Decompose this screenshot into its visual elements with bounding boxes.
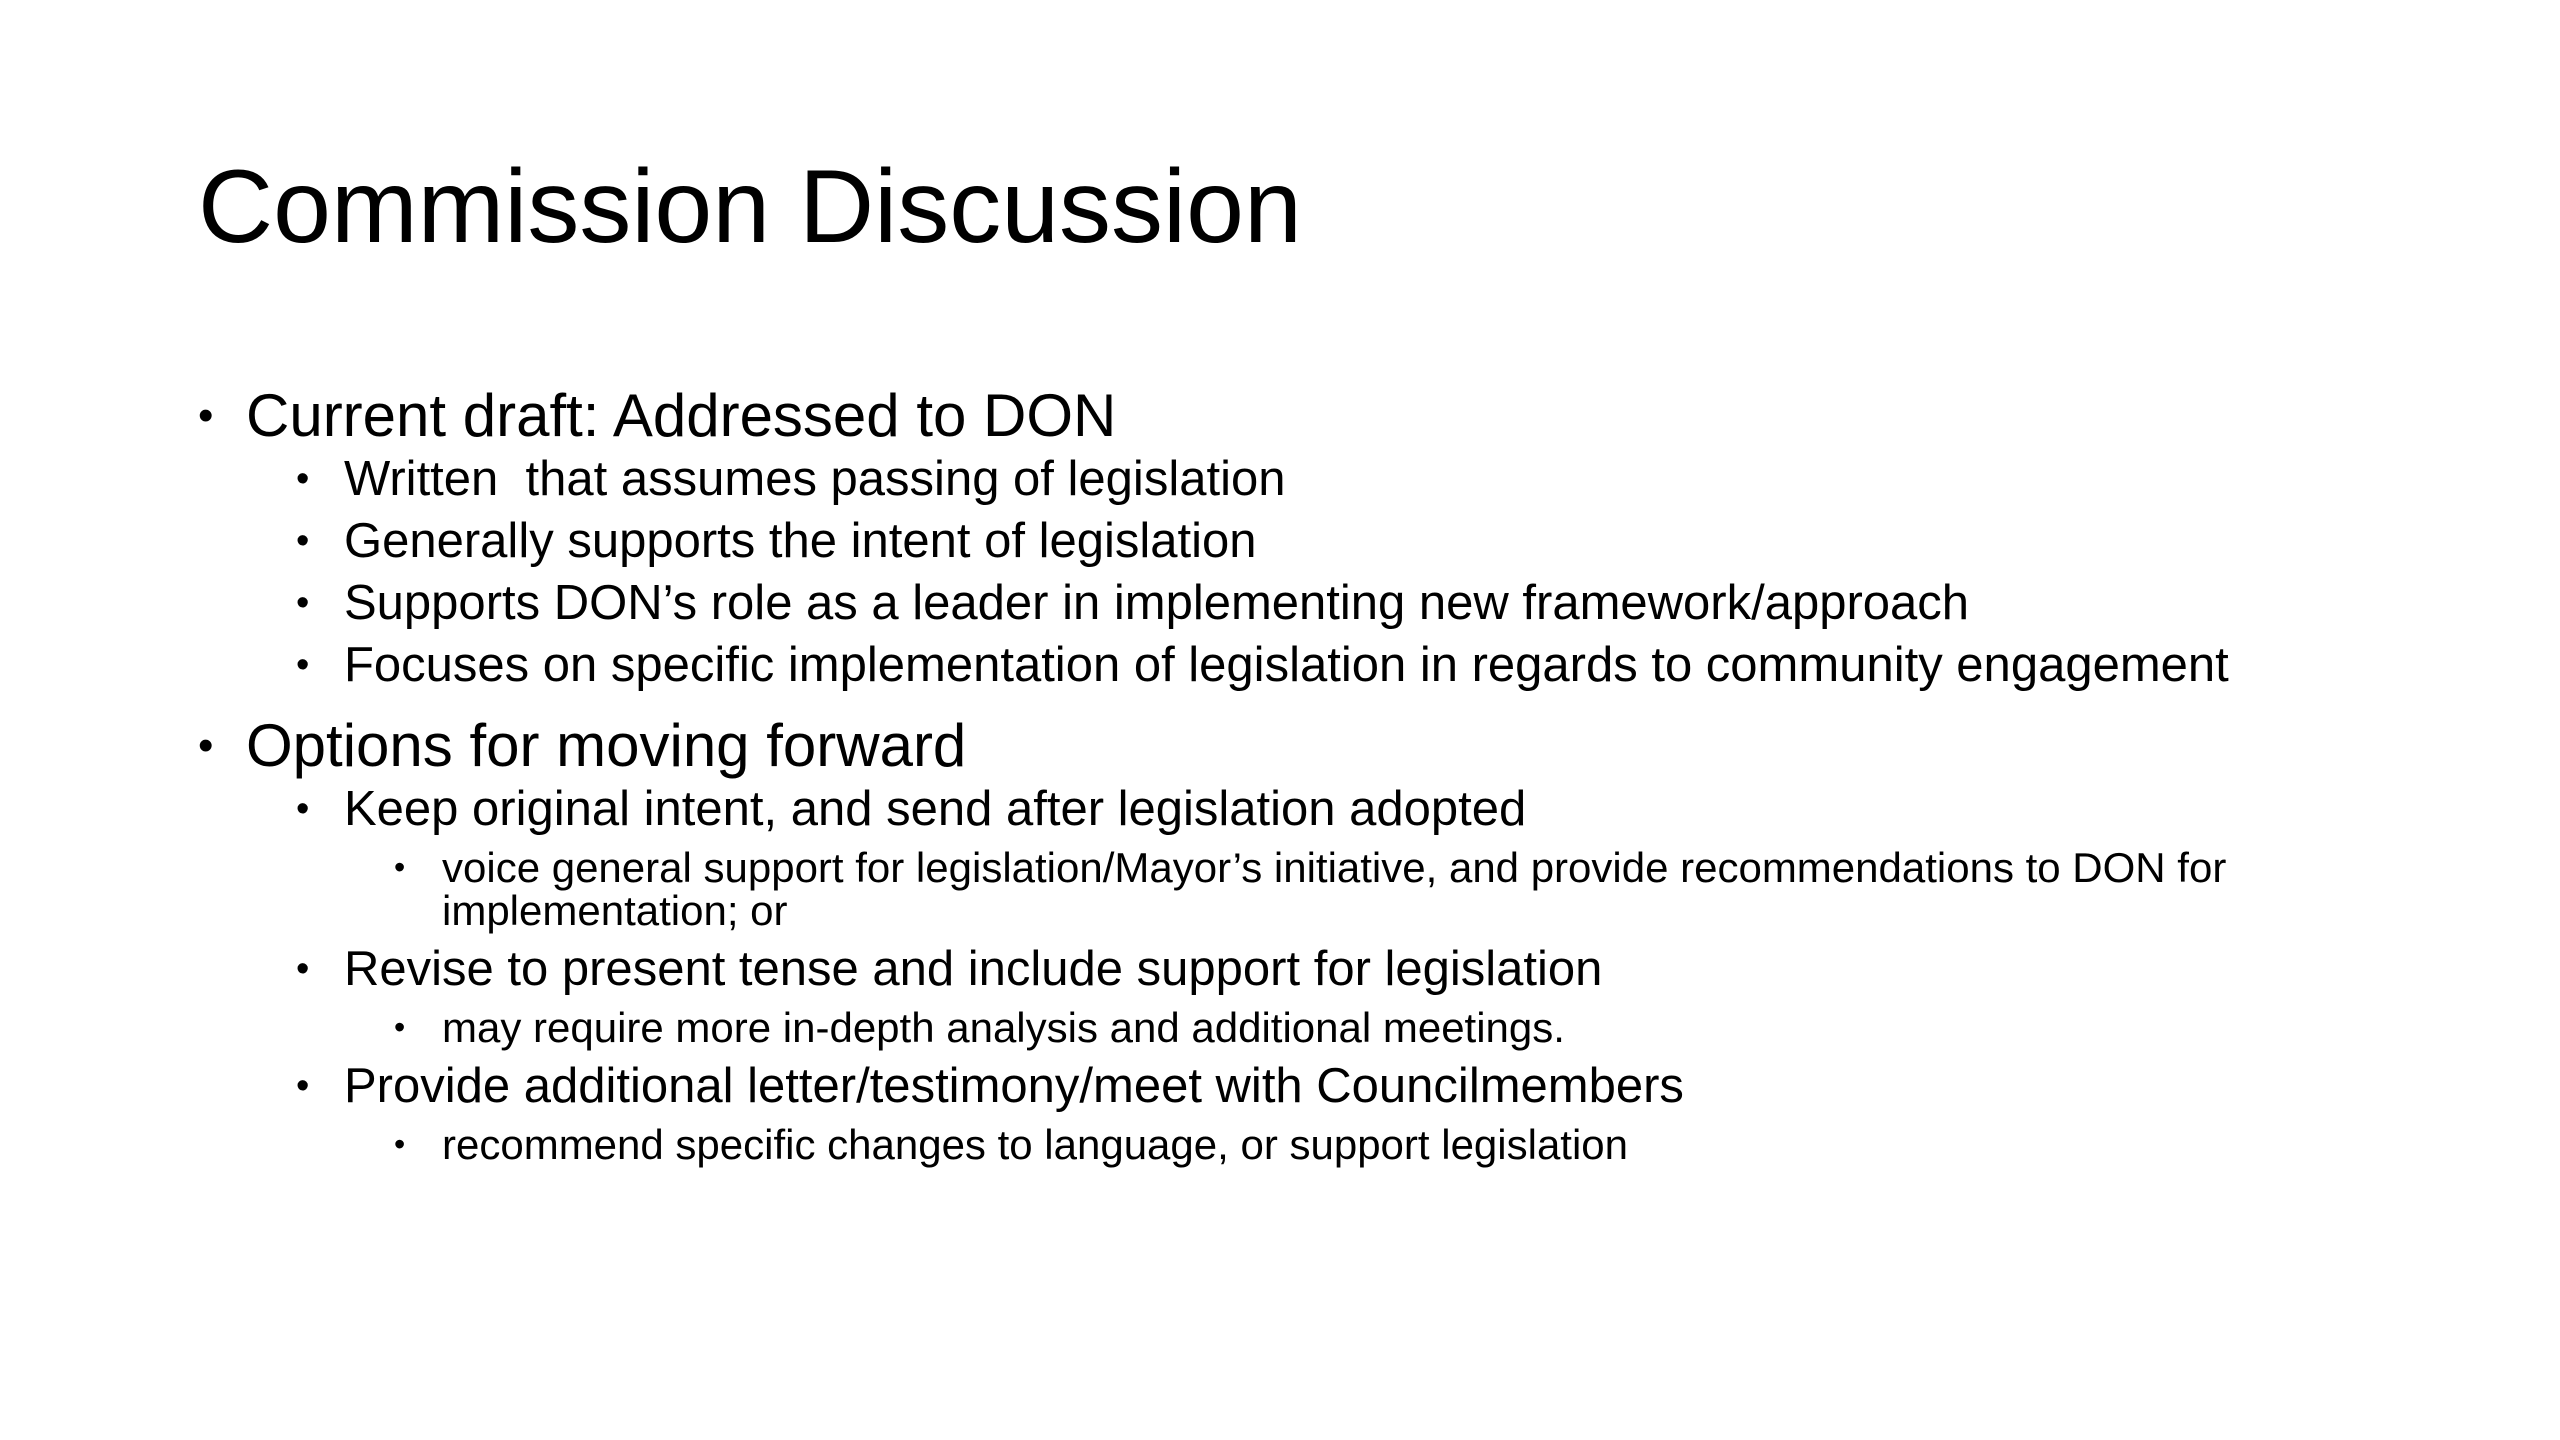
- option-item: [296, 1061, 2398, 1111]
- bullet-list: [198, 380, 2398, 1166]
- list-item: [296, 578, 2398, 628]
- option-detail: [394, 1123, 2398, 1166]
- bullet-icon: •: [394, 1126, 406, 1162]
- bullet-icon: •: [296, 1065, 310, 1107]
- list-item-text: Supports DON’s role as a leader in implementing new framework/approach: [344, 576, 1970, 630]
- bullet-icon: •: [296, 644, 310, 686]
- option-label: Keep original intent, and send after legislation adopted: [344, 782, 1527, 836]
- bullet-icon: •: [296, 520, 310, 562]
- section-current-draft: [198, 380, 2398, 452]
- option-label: Provide additional letter/testimony/meet with Councilmembers: [344, 1059, 1684, 1113]
- bullet-icon: •: [394, 1009, 406, 1045]
- bullet-icon: •: [296, 788, 310, 830]
- bullet-icon: •: [296, 582, 310, 624]
- bullet-icon: •: [198, 721, 214, 770]
- option-label: Revise to present tense and include support for legislation: [344, 942, 1603, 996]
- option-detail: [394, 1006, 2398, 1049]
- option-detail-text: may require more in-depth analysis and additional meetings.: [442, 1004, 1565, 1051]
- section-heading: Current draft: Addressed to DON: [246, 382, 1117, 449]
- option-detail-text: voice general support for legislation/Mayor’s initiative, and provide recommendations to DON for implementation; or: [442, 844, 2227, 934]
- section-heading: Options for moving forward: [246, 712, 967, 779]
- option-detail-text: recommend specific changes to language, or support legislation: [442, 1121, 1629, 1168]
- option-detail: [394, 846, 2442, 932]
- bullet-icon: •: [296, 948, 310, 990]
- list-item-text: Generally supports the intent of legislation: [344, 514, 1257, 568]
- slide-title: Commission Discussion: [198, 149, 1302, 265]
- list-item: [296, 516, 2398, 566]
- list-item: [296, 640, 2324, 690]
- list-item-text: Written that assumes passing of legislation: [344, 452, 1286, 506]
- bullet-icon: •: [394, 849, 406, 885]
- list-item-text: Focuses on specific implementation of legislation in regards to community engagement: [344, 638, 2229, 692]
- list-item: [296, 454, 2398, 504]
- bullet-icon: •: [296, 458, 310, 500]
- bullet-icon: •: [198, 391, 214, 440]
- option-item: [296, 784, 2398, 834]
- option-item: [296, 944, 2398, 994]
- section-options: [198, 710, 2398, 782]
